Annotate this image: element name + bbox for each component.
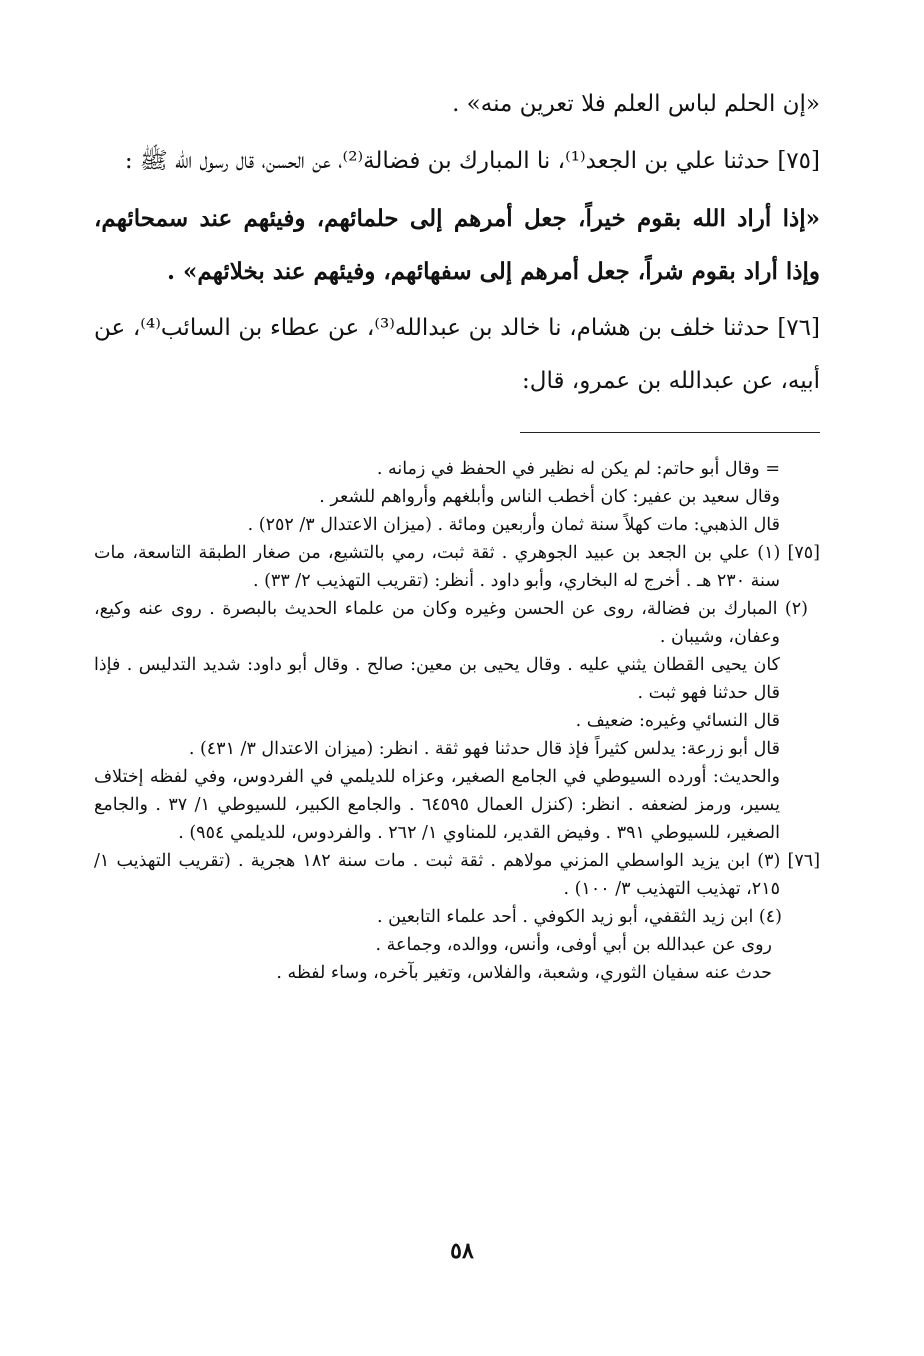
footnote-line: والحديث: أورده السيوطي في الجامع الصغير، وعزاه للديلمي في الفردوس، وفي لفظه إختلاف يسير، ورمز لضعفه . انظر: (كنزل العمال ٦٤٥٩٥ . والجامع الكبير، للسيوطي ١/ ٣٧ . والجامع الصغير، للسيوطي ٣٩١ . وفيض القدير، للمناوي ١/ ٢٦٢ . والفردوس، للديلمي ٩٥٤) . <box>94 767 781 843</box>
footnote-line: = وقال أبو حاتم: لم يكن له نظير في الحفظ في زمانه . <box>376 459 780 479</box>
footnote-separator-wrap <box>94 408 820 455</box>
footnote-separator <box>520 432 820 433</box>
footnote-line: قال الذهبي: مات كهلاً سنة ثمان وأربعين ومائة . (ميزان الاعتدال ٣/ ٢٥٢) . <box>247 515 780 535</box>
footnotes <box>94 455 820 987</box>
footnote-line: وقال سعيد بن عفير: كان أخطب الناس وأبلغهم وأرواهم للشعر . <box>319 487 780 507</box>
footnote-75-1: [٧٥] (١) علي بن الجعد بن عبيد الجوهري . ثقة ثبت، رمي بالتشيع، من صغار الطبقة التاسعة، مات سنة ٢٣٠ هـ . أخرج له البخاري، وأبو داود . أنظر: (تقريب التهذيب ٢/ ٣٣) . <box>94 543 820 591</box>
hadith-74-ending: «إن الحلم لباس العلم فلا تعرين منه» . <box>452 91 820 117</box>
hadith-75-isnad: [٧٥] حدثنا علي بن الجعد⁽¹⁾، نا المبارك بن فضالة⁽²⁾، عن الحسن، قال رسول الله ﷺ : <box>124 148 820 174</box>
footnote-line: حدث عنه سفيان الثوري، وشعبة، والفلاس، وتغير بآخره، وساء لفظه . <box>276 963 772 983</box>
footnote-line: قال النسائي وغيره: ضعيف . <box>575 711 780 731</box>
footnote-line: كان يحيى القطان يثني عليه . وقال يحيى بن معين: صالح . وقال أبو داود: شديد التدليس . فإذا قال حدثنا فهو ثبت . <box>94 655 780 703</box>
main-text <box>94 78 820 408</box>
footnote-75-2: (٢) المبارك بن فضالة، روى عن الحسن وغيره وكان من علماء الحديث بالبصرة . روى عنه وكيع، وعفان، وشيبان . <box>94 599 808 647</box>
page-number: ٥٨ <box>450 1238 474 1264</box>
footnote-76-4: (٤) ابن زيد الثقفي، أبو زيد الكوفي . أحد علماء التابعين . <box>377 907 782 927</box>
hadith-75-matn: «إذا أراد الله بقوم خيراً، جعل أمرهم إلى حلمائهم، وفيئهم عند سمحائهم، وإذا أراد بقوم شراً، جعل أمرهم إلى سفهائهم، وفيئهم عند بخلائهم» . <box>94 205 820 285</box>
hadith-76-isnad: [٧٦] حدثنا خلف بن هشام، نا خالد بن عبدالله⁽³⁾، عن عطاء بن السائب⁽⁴⁾، عن أبيه، عن عبدالله بن عمرو، قال: <box>94 315 820 394</box>
footnote-line: روى عن عبدالله بن أبي أوفى، وأنس، ووالده، وجماعة . <box>375 935 772 955</box>
footnote-line: قال أبو زرعة: يدلس كثيراً فإذ قال حدثنا فهو ثقة . انظر: (ميزان الاعتدال ٣/ ٤٣١) . <box>188 739 780 759</box>
footnote-76-3: [٧٦] (٣) ابن يزيد الواسطي المزني مولاهم . ثقة ثبت . مات سنة ١٨٢ هجرية . (تقريب التهذيب ١/ ٢١٥، تهذيب التهذيب ٣/ ١٠٠) . <box>94 851 821 899</box>
